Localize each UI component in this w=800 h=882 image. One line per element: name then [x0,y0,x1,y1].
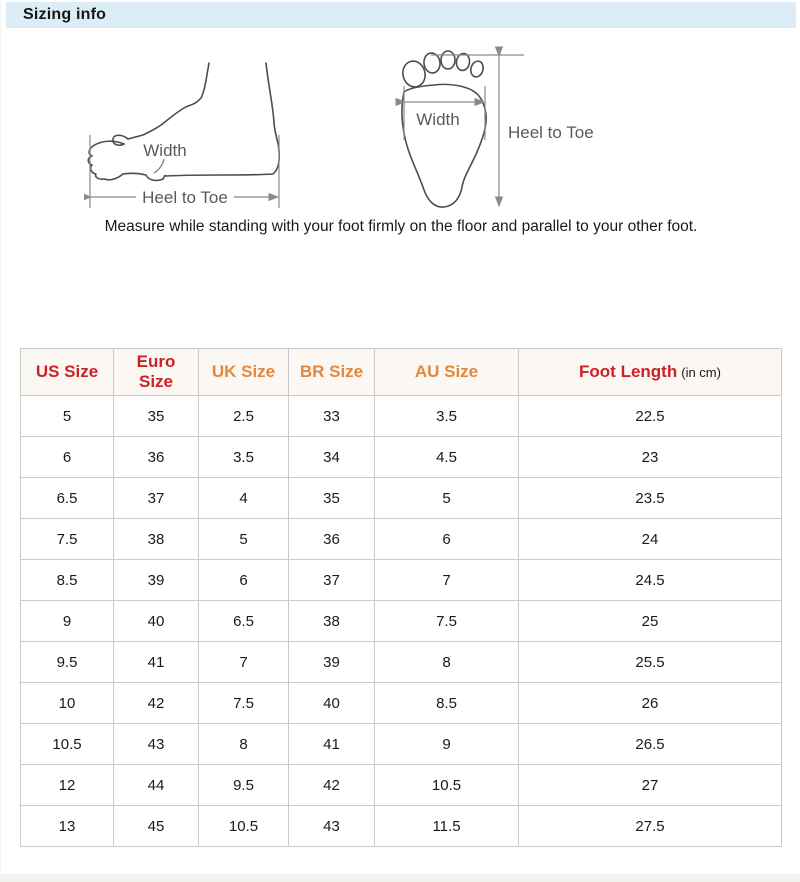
size-cell: 26.5 [519,724,782,765]
size-cell: 7 [375,560,519,601]
size-cell: 4.5 [375,437,519,478]
size-cell: 3.5 [199,437,289,478]
size-cell: 36 [114,437,199,478]
size-cell: 34 [289,437,375,478]
size-cell: 23 [519,437,782,478]
page-title: Sizing info [23,6,107,23]
size-row [21,765,782,806]
size-cell: 8.5 [375,683,519,724]
size-cell: 39 [289,642,375,683]
width-leader-line [154,159,164,173]
size-cell: 9 [21,601,114,642]
little-toe [469,60,485,79]
col-header-br-size: BR Size [289,349,375,396]
unit-note: (in cm) [681,365,721,380]
size-cell: 6.5 [199,601,289,642]
col-header-us-size: US Size [21,349,114,396]
size-cell: 6.5 [21,478,114,519]
size-cell: 44 [114,765,199,806]
size-cell: 40 [114,601,199,642]
side-heel-to-toe-label: Heel to Toe [142,188,228,207]
col-header-uk-size: UK Size [199,349,289,396]
size-cell: 22.5 [519,396,782,437]
size-cell: 5 [375,478,519,519]
size-cell: 23.5 [519,478,782,519]
size-cell: 7.5 [375,601,519,642]
size-cell: 10.5 [375,765,519,806]
section-header-bar [6,2,796,28]
size-cell: 8 [199,724,289,765]
size-cell: 39 [114,560,199,601]
side-width-label: Width [143,141,187,160]
size-cell: 40 [289,683,375,724]
size-chart-header-row [21,349,782,396]
footprint-outline [400,51,486,207]
size-cell: 11.5 [375,806,519,847]
sole-heel-to-toe-label: Heel to Toe [508,123,594,142]
foot-side-view-diagram [84,40,294,215]
foot-side-outline [88,63,279,180]
third-toe [441,51,455,69]
size-row [21,601,782,642]
size-cell: 3.5 [375,396,519,437]
size-cell: 42 [114,683,199,724]
size-cell: 10 [21,683,114,724]
size-cell: 6 [21,437,114,478]
sole-outline [402,84,486,207]
size-row [21,437,782,478]
size-cell: 36 [289,519,375,560]
sole-width-label: Width [416,110,460,129]
size-cell: 10.5 [21,724,114,765]
size-cell: 37 [289,560,375,601]
size-cell: 10.5 [199,806,289,847]
size-cell: 5 [199,519,289,560]
size-cell: 8 [375,642,519,683]
size-row [21,560,782,601]
size-cell: 41 [289,724,375,765]
size-cell: 24 [519,519,782,560]
size-cell: 6 [375,519,519,560]
foot-sole-view-diagram [384,40,674,220]
size-cell: 27 [519,765,782,806]
size-cell: 43 [289,806,375,847]
size-cell: 25 [519,601,782,642]
size-cell: 45 [114,806,199,847]
size-cell: 4 [199,478,289,519]
size-cell: 7.5 [199,683,289,724]
size-cell: 43 [114,724,199,765]
size-cell: 13 [21,806,114,847]
size-cell: 26 [519,683,782,724]
col-header-euro-size: Euro Size [114,349,199,396]
size-cell: 9 [375,724,519,765]
size-cell: 8.5 [21,560,114,601]
size-cell: 37 [114,478,199,519]
size-cell: 25.5 [519,642,782,683]
col-header-au-size: AU Size [375,349,519,396]
size-conversion-table [20,348,782,847]
size-cell: 38 [289,601,375,642]
size-cell: 35 [289,478,375,519]
size-cell: 35 [114,396,199,437]
size-cell: 24.5 [519,560,782,601]
size-row [21,519,782,560]
col-header-foot-length: Foot Length (in cm) [519,349,782,396]
size-row [21,396,782,437]
size-cell: 9.5 [21,642,114,683]
size-row [21,642,782,683]
size-cell: 7 [199,642,289,683]
page-bottom-strip [1,874,800,882]
size-row [21,806,782,847]
size-cell: 41 [114,642,199,683]
size-cell: 27.5 [519,806,782,847]
size-cell: 7.5 [21,519,114,560]
size-cell: 9.5 [199,765,289,806]
size-row [21,724,782,765]
size-cell: 33 [289,396,375,437]
size-row [21,478,782,519]
size-cell: 2.5 [199,396,289,437]
size-cell: 12 [21,765,114,806]
size-cell: 38 [114,519,199,560]
size-row [21,683,782,724]
size-cell: 42 [289,765,375,806]
measurement-instruction: Measure while standing with your foot firmly on the floor and parallel to your other foot. [104,218,698,235]
size-cell: 5 [21,396,114,437]
size-cell: 6 [199,560,289,601]
